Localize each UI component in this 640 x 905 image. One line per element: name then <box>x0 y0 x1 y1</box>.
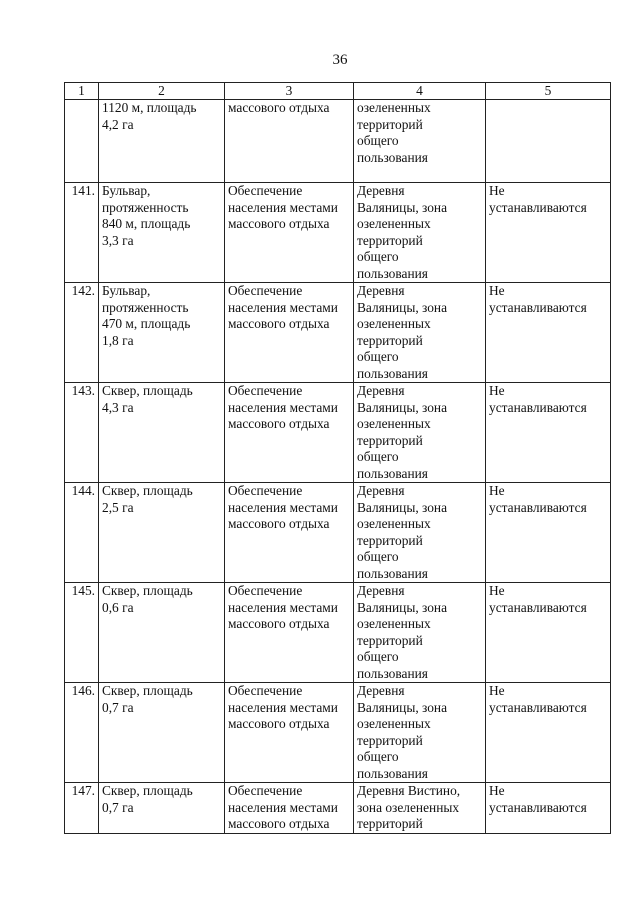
location-cell: озелененных территорий общего пользования <box>354 100 486 183</box>
zones-cell: Не устанавливаются <box>486 783 611 834</box>
header-cell-3: 3 <box>225 83 354 100</box>
purpose-cell: массового отдыха <box>225 100 354 183</box>
purpose-cell: Обеспечение населения местами массового отдыха <box>225 383 354 483</box>
object-cell: Сквер, площадь 0,6 га <box>99 583 225 683</box>
zones-cell: Не устанавливаются <box>486 583 611 683</box>
purpose-cell: Обеспечение населения местами массового отдыха <box>225 483 354 583</box>
object-cell: Бульвар, протяженность 840 м, площадь 3,3 га <box>99 183 225 283</box>
header-cell-1: 1 <box>65 83 99 100</box>
row-number-cell: 145. <box>65 583 99 683</box>
table-row <box>65 483 611 583</box>
purpose-cell: Обеспечение населения местами массового отдыха <box>225 283 354 383</box>
location-cell: Деревня Валяницы, зона озелененных территорий общего пользования <box>354 683 486 783</box>
header-cell-5: 5 <box>486 83 611 100</box>
table-row <box>65 383 611 483</box>
object-cell: Сквер, площадь 4,3 га <box>99 383 225 483</box>
row-number-cell: 143. <box>65 383 99 483</box>
page-number: 36 <box>332 52 348 68</box>
purpose-cell: Обеспечение населения местами массового отдыха <box>225 783 354 834</box>
table-row <box>65 183 611 283</box>
object-cell: Сквер, площадь 0,7 га <box>99 783 225 834</box>
location-cell: Деревня Валяницы, зона озелененных территорий общего пользования <box>354 583 486 683</box>
location-cell: Деревня Вистино, зона озелененных территорий <box>354 783 486 834</box>
document-table <box>64 82 611 834</box>
zones-cell: Не устанавливаются <box>486 383 611 483</box>
location-cell: Деревня Валяницы, зона озелененных территорий общего пользования <box>354 183 486 283</box>
zones-cell <box>486 100 611 183</box>
object-cell: Сквер, площадь 0,7 га <box>99 683 225 783</box>
table-row <box>65 683 611 783</box>
object-cell: 1120 м, площадь 4,2 га <box>99 100 225 183</box>
row-number-cell: 147. <box>65 783 99 834</box>
zones-cell: Не устанавливаются <box>486 683 611 783</box>
zones-cell: Не устанавливаются <box>486 283 611 383</box>
zones-cell: Не устанавливаются <box>486 483 611 583</box>
table-row <box>65 100 611 183</box>
purpose-cell: Обеспечение населения местами массового отдыха <box>225 583 354 683</box>
header-row <box>65 83 611 100</box>
purpose-cell: Обеспечение населения местами массового отдыха <box>225 183 354 283</box>
row-number-cell: 141. <box>65 183 99 283</box>
object-cell: Сквер, площадь 2,5 га <box>99 483 225 583</box>
table-row <box>65 783 611 834</box>
table-body <box>65 100 611 834</box>
location-cell: Деревня Валяницы, зона озелененных территорий общего пользования <box>354 483 486 583</box>
zones-cell: Не устанавливаются <box>486 183 611 283</box>
header-cell-2: 2 <box>99 83 225 100</box>
header-cell-4: 4 <box>354 83 486 100</box>
location-cell: Деревня Валяницы, зона озелененных территорий общего пользования <box>354 383 486 483</box>
purpose-cell: Обеспечение населения местами массового отдыха <box>225 683 354 783</box>
row-number-cell <box>65 100 99 183</box>
object-cell: Бульвар, протяженность 470 м, площадь 1,8 га <box>99 283 225 383</box>
row-number-cell: 144. <box>65 483 99 583</box>
location-cell: Деревня Валяницы, зона озелененных территорий общего пользования <box>354 283 486 383</box>
table-row <box>65 283 611 383</box>
table-row <box>65 583 611 683</box>
row-number-cell: 142. <box>65 283 99 383</box>
table-header <box>65 83 611 100</box>
row-number-cell: 146. <box>65 683 99 783</box>
